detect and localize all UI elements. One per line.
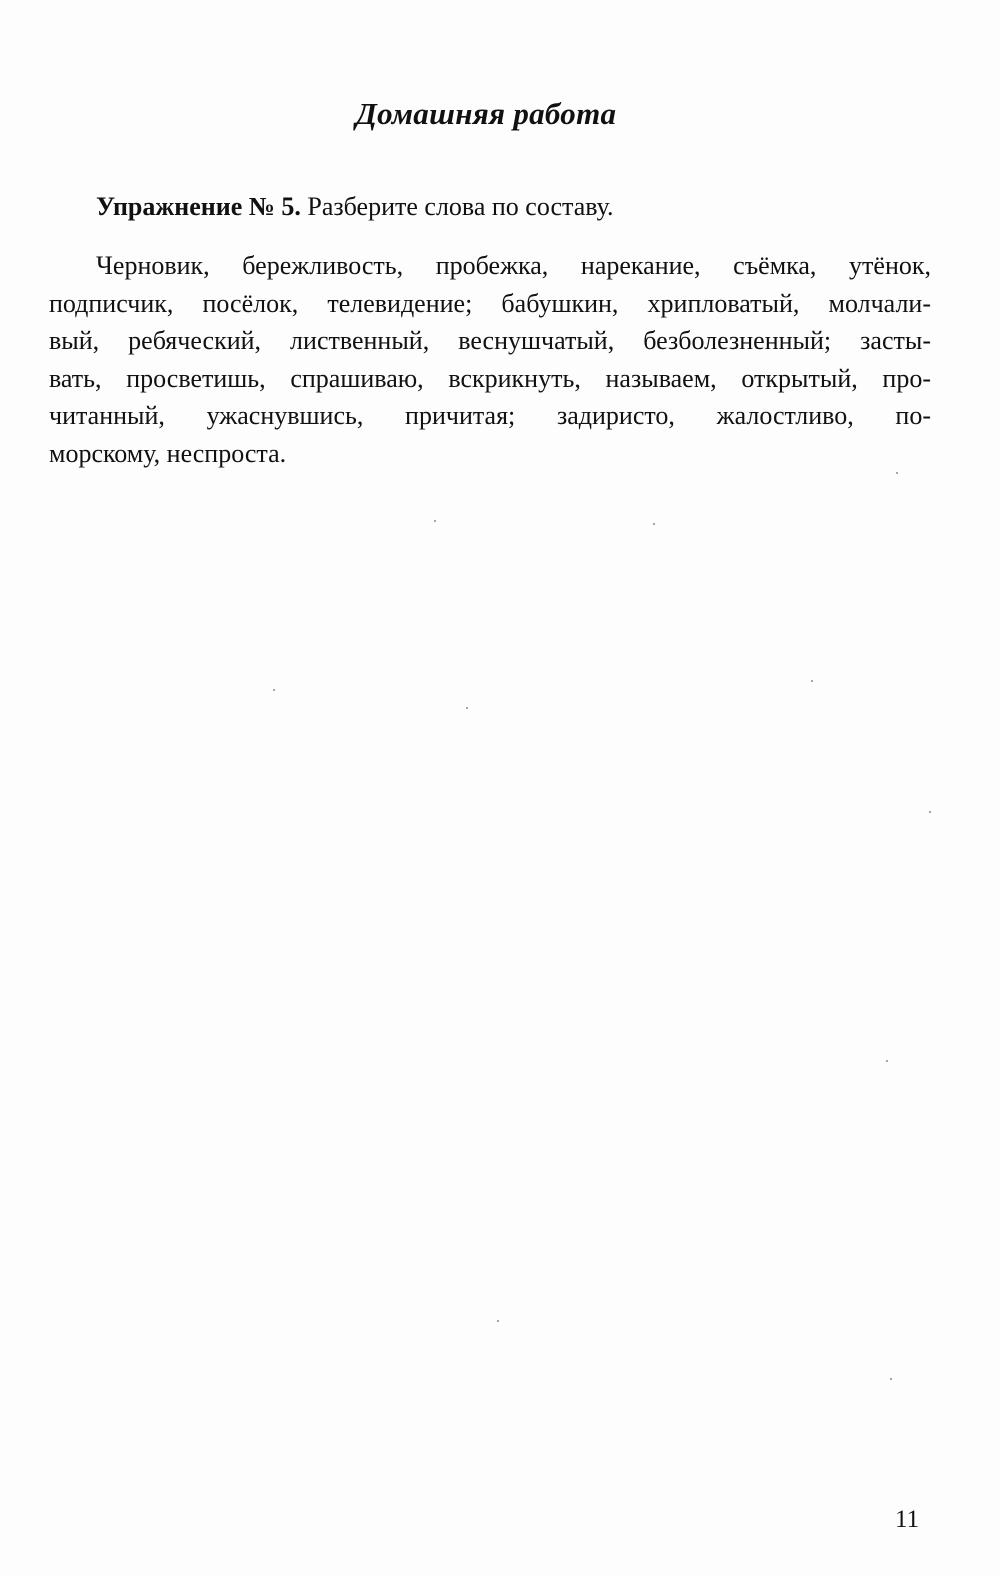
exercise-label: Упражнение № 5. [96, 192, 301, 221]
scan-speck [890, 1378, 892, 1380]
page-heading: Домашняя работа [355, 96, 617, 131]
scan-speck [896, 472, 898, 474]
exercise-instruction: Разберите слова по составу. [307, 192, 614, 221]
scan-speck [466, 707, 468, 709]
scan-speck [497, 1320, 499, 1322]
scan-speck [434, 520, 436, 522]
scan-speck [886, 1060, 888, 1062]
text-line: Черновик, бережливость, пробежка, нарекание, съёмка, утёнок, [96, 251, 931, 280]
exercise-word-list [49, 247, 931, 472]
scan-speck [811, 680, 813, 682]
text-line: вый, ребяческий, лиственный, веснушчатый, безболезненный; засты- [49, 326, 931, 355]
scan-speck [273, 689, 275, 691]
exercise-title [96, 192, 956, 222]
scan-speck [653, 523, 655, 525]
text-line: читанный, ужаснувшись, причитая; задиристо, жалостливо, по- [49, 401, 931, 430]
page-number: 11 [895, 1506, 920, 1533]
text-line: морскому, неспроста. [49, 438, 287, 468]
text-line: вать, просветишь, спрашиваю, вскрикнуть, называем, открытый, про- [49, 363, 931, 393]
text-line: подписчик, посёлок, телевидение; бабушкин, хрипловатый, молчали- [49, 288, 931, 318]
scan-speck [929, 811, 931, 813]
